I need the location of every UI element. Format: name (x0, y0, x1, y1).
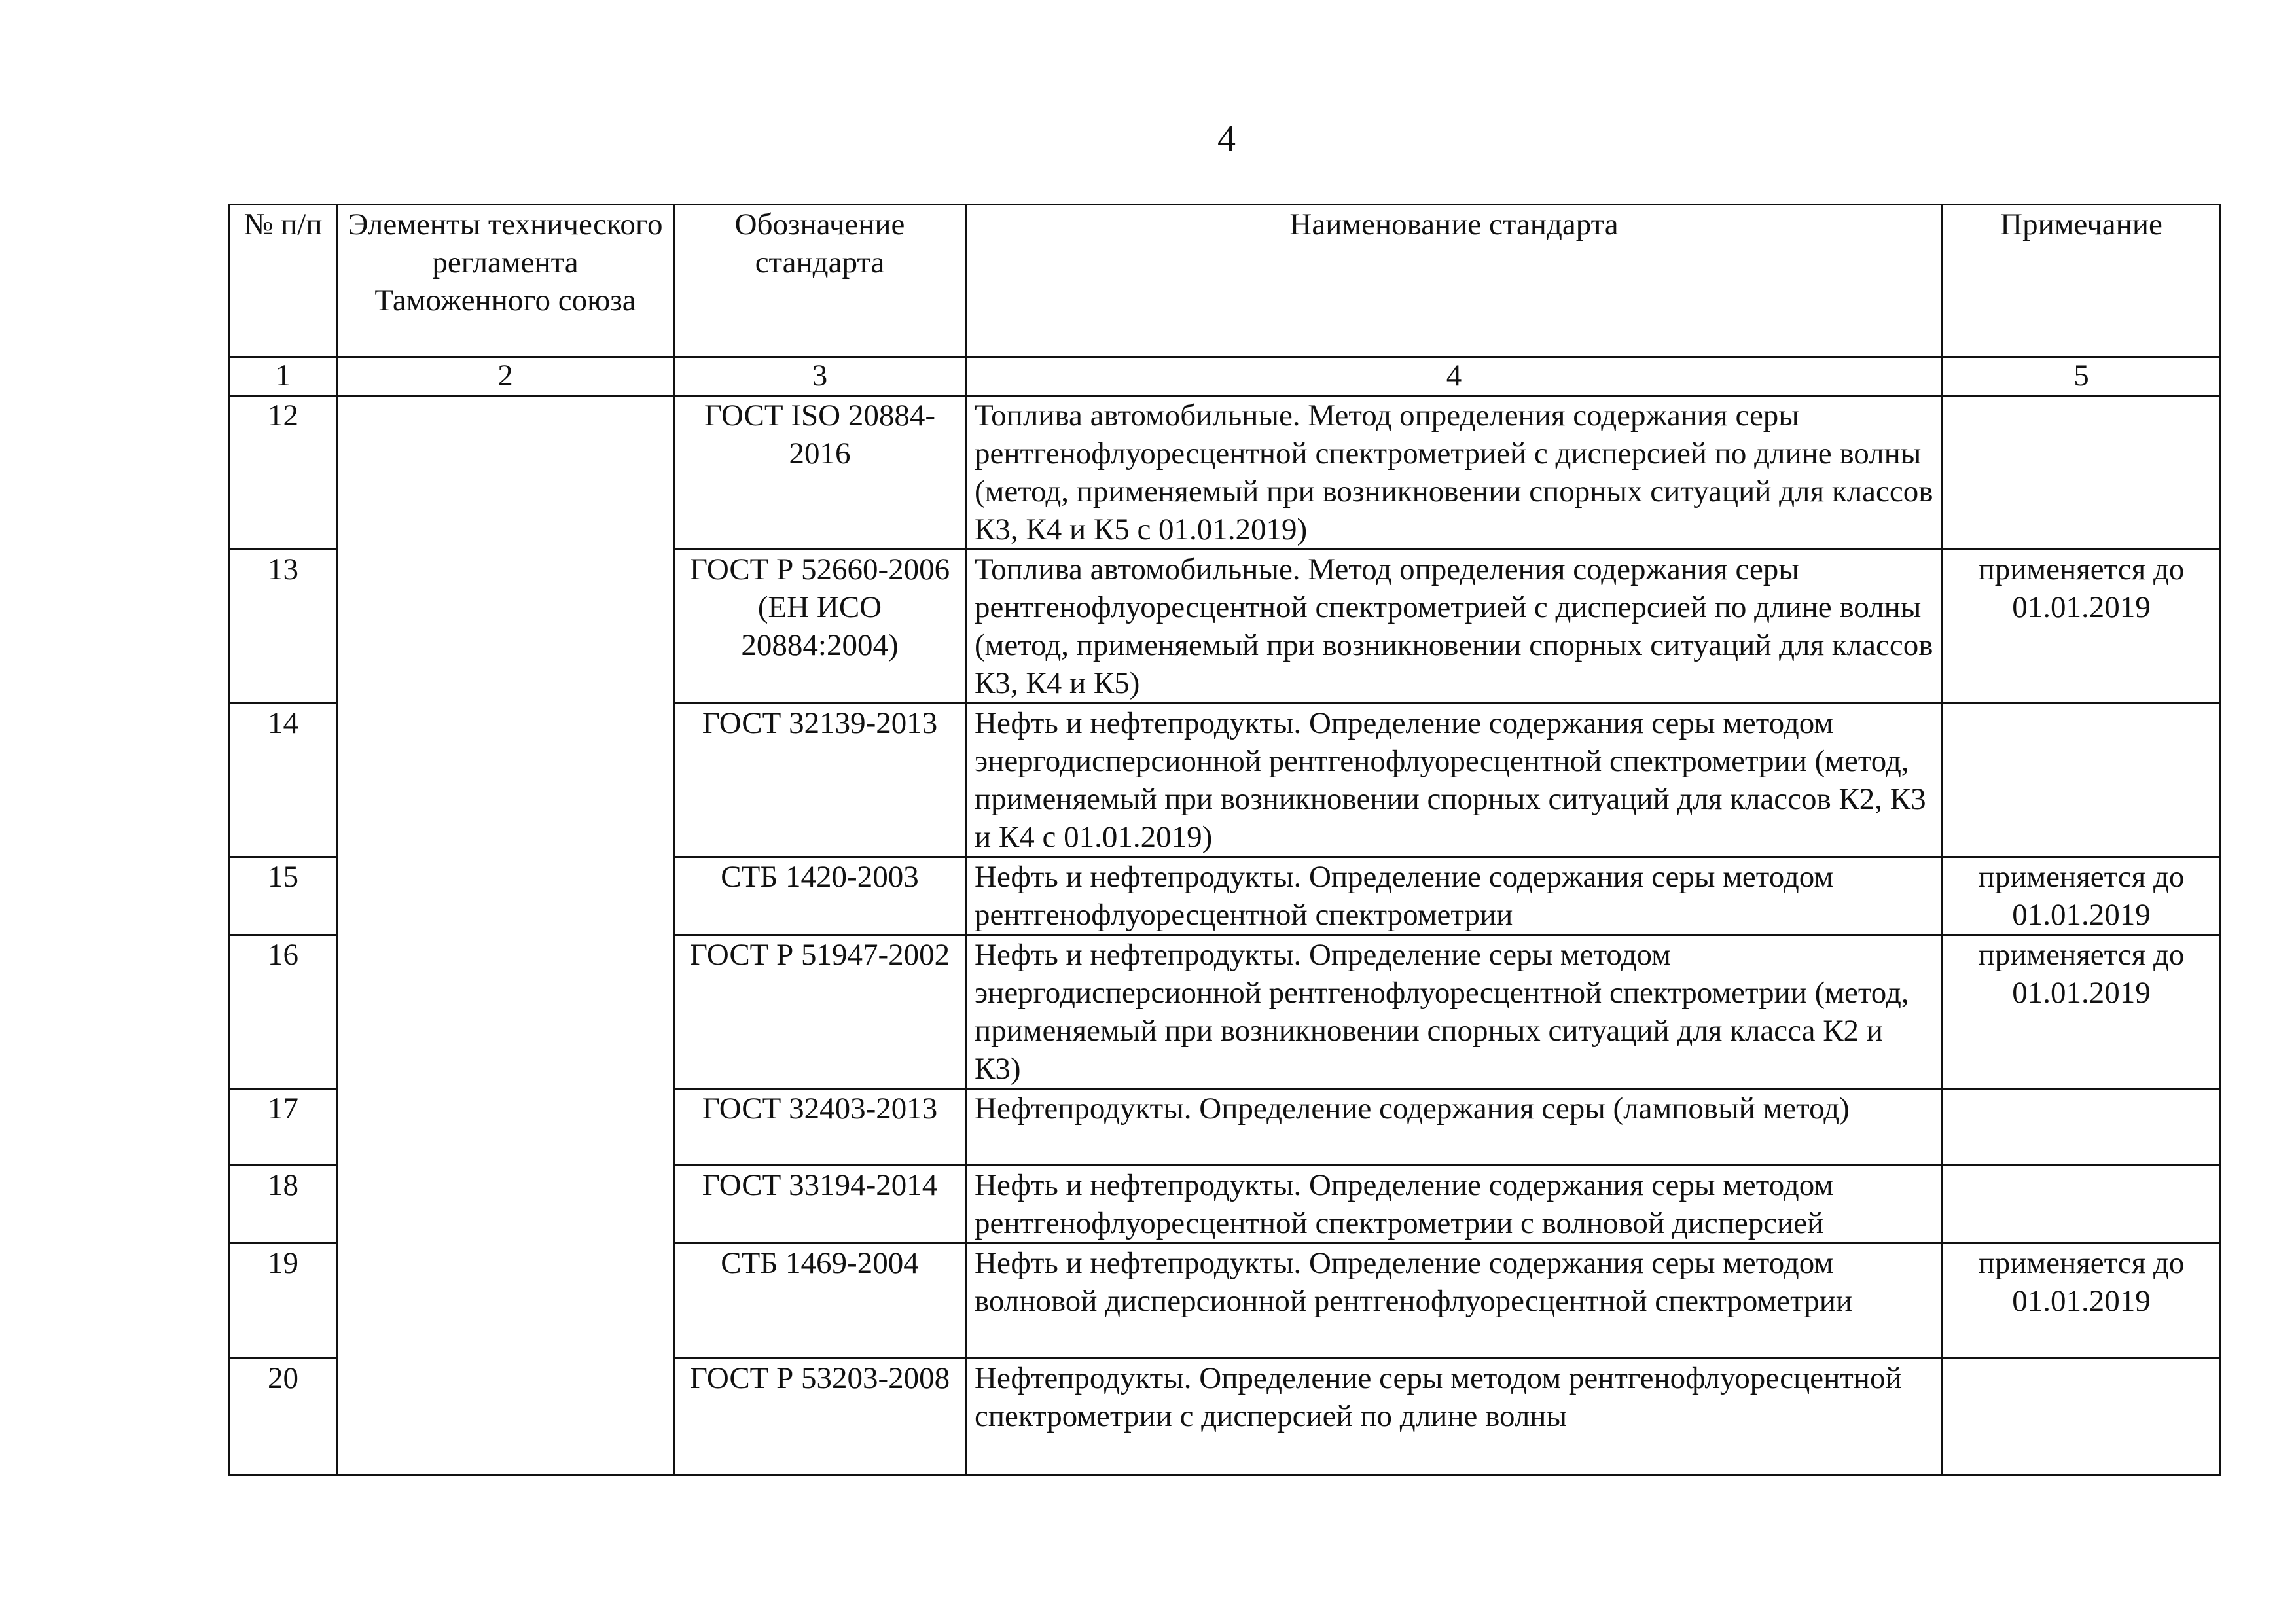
column-number: 4 (966, 357, 1943, 396)
standard-designation: СТБ 1420-2003 (674, 857, 966, 935)
column-number: 5 (1943, 357, 2221, 396)
column-number: 1 (230, 357, 337, 396)
standard-designation: СТБ 1469-2004 (674, 1243, 966, 1359)
standard-designation: ГОСТ Р 52660-2006 (ЕН ИСО 20884:2004) (674, 550, 966, 704)
column-numbers-row (230, 357, 2221, 396)
note: применяется до 01.01.2019 (1943, 935, 2221, 1089)
column-number: 3 (674, 357, 966, 396)
row-number: 17 (230, 1089, 337, 1166)
standard-designation: ГОСТ ISO 20884-2016 (674, 396, 966, 550)
header-number: № п/п (230, 205, 337, 357)
row-number: 20 (230, 1359, 337, 1475)
note (1943, 1359, 2221, 1475)
note: применяется до 01.01.2019 (1943, 857, 2221, 935)
header-name: Наименование стандарта (966, 205, 1943, 357)
standard-name: Нефтепродукты. Определение серы методом рентгенофлуоресцентной спектрометрии с дисперсией по длине волны (966, 1359, 1943, 1475)
standard-designation: ГОСТ 33194-2014 (674, 1166, 966, 1243)
row-number: 15 (230, 857, 337, 935)
row-number: 16 (230, 935, 337, 1089)
table-row (230, 396, 2221, 550)
standard-name: Нефтепродукты. Определение содержания серы (ламповый метод) (966, 1089, 1943, 1166)
standard-name: Нефть и нефтепродукты. Определение содержания серы методом рентгенофлуоресцентной спектрометрии с волновой дисперсией (966, 1166, 1943, 1243)
standard-name: Топлива автомобильные. Метод определения содержания серы рентгенофлуоресцентной спектрометрией с дисперсией по длине волны (метод, применяемый при возникновении спорных ситуаций для классов К3, К4 и К5) (966, 550, 1943, 704)
row-number: 14 (230, 704, 337, 857)
row-number: 18 (230, 1166, 337, 1243)
table-header-row (230, 205, 2221, 357)
standard-name: Топлива автомобильные. Метод определения содержания серы рентгенофлуоресцентной спектрометрией с дисперсией по длине волны (метод, применяемый при возникновении спорных ситуаций для классов К3, К4 и К5 с 01.01.2019) (966, 396, 1943, 550)
regulation-elements-cell (337, 396, 674, 1475)
note (1943, 1089, 2221, 1166)
standard-designation: ГОСТ 32403-2013 (674, 1089, 966, 1166)
standard-name: Нефть и нефтепродукты. Определение содержания серы методом волновой дисперсионной рентгенофлуоресцентной спектрометрии (966, 1243, 1943, 1359)
note: применяется до 01.01.2019 (1943, 1243, 2221, 1359)
row-number: 12 (230, 396, 337, 550)
page-number: 4 (1217, 118, 1236, 159)
row-number: 13 (230, 550, 337, 704)
standard-name: Нефть и нефтепродукты. Определение содержания серы методом рентгенофлуоресцентной спектрометрии (966, 857, 1943, 935)
standard-designation: ГОСТ Р 51947-2002 (674, 935, 966, 1089)
standard-name: Нефть и нефтепродукты. Определение содержания серы методом энергодисперсионной рентгенофлуоресцентной спектрометрии (метод, применяемый при возникновении спорных ситуаций для классов К2, К3 и К4 с 01.01.2019) (966, 704, 1943, 857)
note: применяется до 01.01.2019 (1943, 550, 2221, 704)
header-elements: Элементы технического регламента Таможенного союза (337, 205, 674, 357)
standard-designation: ГОСТ Р 53203-2008 (674, 1359, 966, 1475)
header-note: Примечание (1943, 205, 2221, 357)
row-number: 19 (230, 1243, 337, 1359)
column-number: 2 (337, 357, 674, 396)
header-designation: Обозначение стандарта (674, 205, 966, 357)
standards-table (228, 204, 2221, 1476)
standard-name: Нефть и нефтепродукты. Определение серы методом энергодисперсионной рентгенофлуоресцентной спектрометрии (метод, применяемый при возникновении спорных ситуаций для класса К2 и К3) (966, 935, 1943, 1089)
note (1943, 1166, 2221, 1243)
standard-designation: ГОСТ 32139-2013 (674, 704, 966, 857)
note (1943, 704, 2221, 857)
note (1943, 396, 2221, 550)
